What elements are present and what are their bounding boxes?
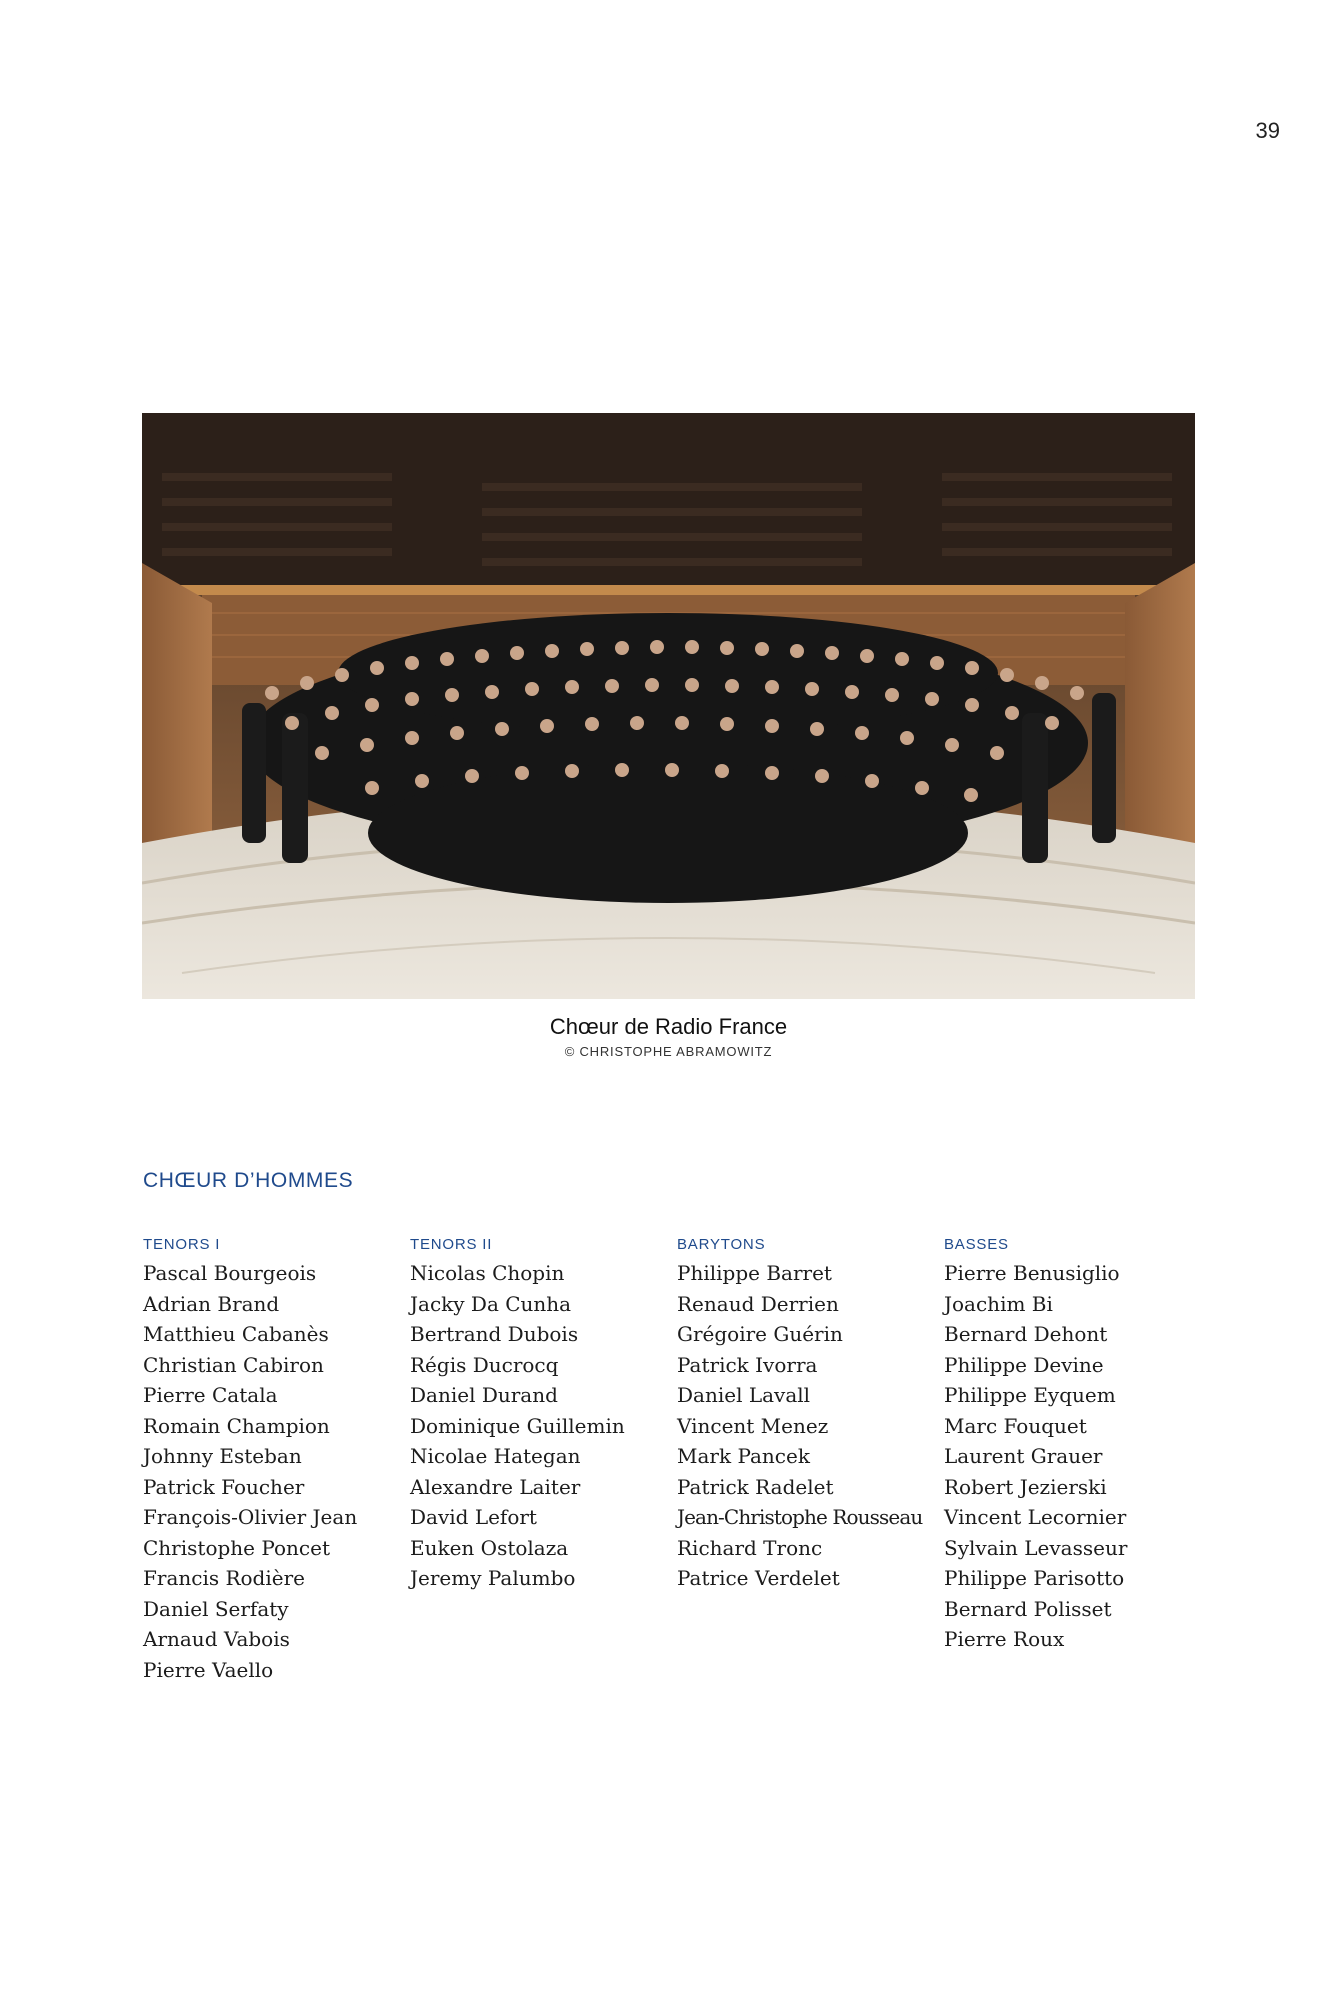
singer-name: Bernard Dehont [944, 1322, 1108, 1346]
column-header: TENORS I [143, 1236, 221, 1253]
singer-name: Philippe Barret [677, 1261, 832, 1285]
singer-name: Francis Rodière [143, 1566, 305, 1590]
singer-name: Christian Cabiron [143, 1352, 324, 1377]
singer-name: David Lefort [410, 1505, 537, 1529]
singer-name: Christophe Poncet [143, 1535, 331, 1560]
singer-name: Grégoire Guérin [677, 1322, 843, 1346]
singer-name: Marc Fouquet [944, 1413, 1087, 1438]
singer-name: Philippe Eyquem [944, 1383, 1116, 1407]
singer-name: Patrick Foucher [143, 1474, 305, 1499]
singer-name: Nicolae Hategan [410, 1444, 581, 1468]
singer-name: Pierre Catala [143, 1383, 278, 1407]
singer-name: Renaud Derrien [677, 1291, 839, 1316]
singer-name: Sylvain Levasseur [944, 1535, 1128, 1560]
singer-name: Pascal Bourgeois [143, 1261, 317, 1285]
singer-name: Vincent Lecornier [944, 1505, 1127, 1529]
singer-name: Pierre Benusiglio [944, 1261, 1120, 1285]
singer-name: Daniel Durand [410, 1383, 558, 1407]
singer-name: Alexandre Laiter [410, 1474, 581, 1499]
singer-name: Pierre Roux [944, 1627, 1065, 1651]
page-number: 39 [1255, 118, 1280, 143]
photo-caption [142, 1012, 1195, 1062]
singer-name: Romain Champion [143, 1413, 330, 1438]
singer-name: Euken Ostolaza [410, 1535, 569, 1560]
singer-name: Philippe Devine [944, 1352, 1104, 1377]
singer-name: Arnaud Vabois [143, 1627, 290, 1651]
singer-name: Daniel Lavall [677, 1383, 811, 1407]
singer-name: Patrick Ivorra [677, 1352, 818, 1377]
singer-name: Patrick Radelet [677, 1474, 834, 1499]
singer-name: Jean-Christophe Rousseau [677, 1505, 923, 1529]
singer-name: Laurent Grauer [944, 1444, 1103, 1468]
singer-name: Adrian Brand [143, 1291, 280, 1316]
singer-name: Vincent Menez [677, 1413, 829, 1438]
singer-name: Philippe Parisotto [944, 1566, 1125, 1590]
column-header: TENORS II [410, 1236, 493, 1253]
photo-credit: © CHRISTOPHE ABRAMOWITZ [564, 1044, 773, 1059]
singer-name: Matthieu Cabanès [143, 1322, 329, 1346]
column-header: BASSES [944, 1236, 1009, 1253]
singer-name: Bernard Polisset [944, 1596, 1112, 1621]
singer-name: Robert Jezierski [944, 1474, 1107, 1499]
section-title: CHŒUR D’HOMMES [143, 1169, 354, 1192]
choir-photo-illustration [142, 413, 1195, 999]
singer-name: Patrice Verdelet [677, 1566, 840, 1590]
singer-name: Jacky Da Cunha [410, 1291, 572, 1316]
caption-title: Chœur de Radio France [549, 1014, 788, 1039]
singer-name: Mark Pancek [677, 1444, 810, 1468]
singer-name: Pierre Vaello [143, 1657, 274, 1682]
choir-photo [142, 413, 1195, 999]
singer-name: Daniel Serfaty [143, 1596, 289, 1621]
singer-name: Dominique Guillemin [410, 1413, 625, 1438]
column-basses [944, 1234, 1204, 1655]
singer-name: Johnny Esteban [143, 1444, 302, 1468]
column-tenors-2 [410, 1234, 670, 1594]
column-tenors-1 [143, 1234, 403, 1685]
singer-name: Nicolas Chopin [410, 1261, 565, 1285]
singer-name: Bertrand Dubois [410, 1322, 579, 1346]
singer-name: Joachim Bi [944, 1291, 1053, 1316]
singer-name: François-Olivier Jean [143, 1505, 358, 1529]
column-header: BARYTONS [677, 1236, 766, 1253]
column-barytons [677, 1234, 937, 1594]
singer-name: Jeremy Palumbo [410, 1566, 576, 1590]
singer-name: Richard Tronc [677, 1535, 823, 1560]
singer-name: Régis Ducrocq [410, 1352, 559, 1377]
